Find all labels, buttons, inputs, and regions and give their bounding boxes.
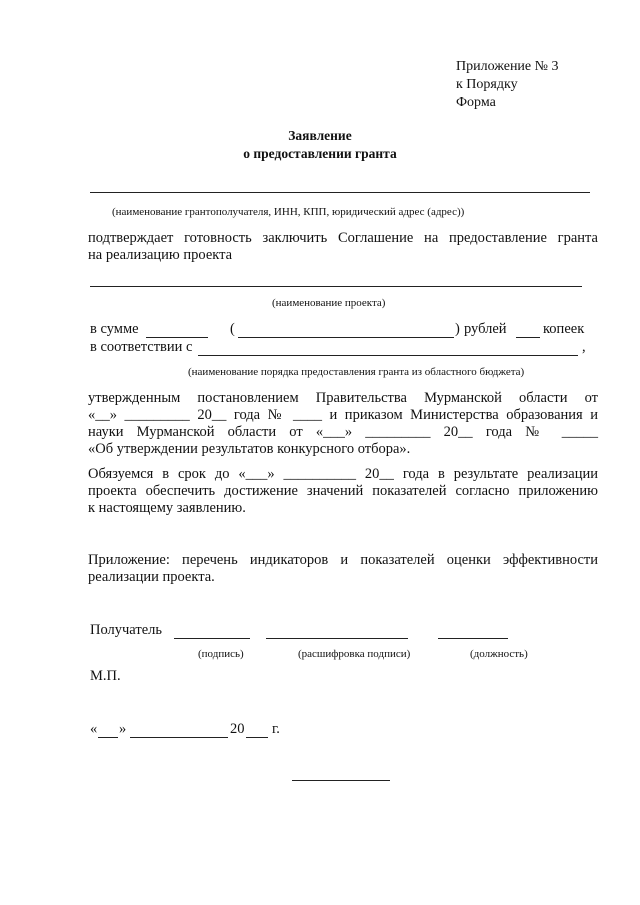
to-order: к Порядку (456, 77, 518, 92)
approved-line-2: «__» _________ 20__ года № ____ и приказом Министерства образования и (88, 407, 598, 423)
oblige-line-3: к настоящему заявлению. (88, 500, 246, 516)
approved-line-3: науки Мурманской области от «___» _________ 20__ года № _____ (88, 424, 598, 440)
recipient-name-line[interactable] (90, 192, 590, 193)
procedure-name-caption: (наименование порядка предоставления гранта из областного бюджета) (188, 366, 525, 378)
seal-label: М.П. (90, 668, 121, 684)
obligation-paragraph (88, 466, 598, 517)
recipient-name-caption: (наименование грантополучателя, ИНН, КПП, юридический адрес (адрес)) (112, 206, 465, 218)
signature-caption: (подпись) (198, 648, 244, 660)
date-day-line[interactable] (98, 737, 118, 738)
signature-decoding-line[interactable] (266, 638, 408, 639)
date-month-line[interactable] (130, 737, 228, 738)
kopecks-line[interactable] (516, 337, 540, 338)
oblige-line-1: Обязуемся в срок до «___» __________ 20__ года в результате реализации (88, 466, 598, 482)
approved-paragraph (88, 390, 598, 458)
date-open-quote: « (90, 721, 98, 737)
form-label: Форма (456, 95, 496, 110)
confirm-line-1: подтверждает готовность заключить Соглашение на предоставление гранта (88, 230, 598, 246)
document-subtitle: о предоставлении гранта (243, 146, 397, 161)
recipient-label: Получатель (90, 622, 162, 638)
project-name-caption: (наименование проекта) (272, 297, 386, 309)
position-caption: (должность) (470, 648, 528, 660)
rubles-label: рублей (464, 321, 507, 337)
approved-line-1: утвержденным постановлением Правительства Мурманской области от (88, 390, 598, 406)
oblige-line-2: проекта обеспечить достижение значений показателей согласно приложению (88, 483, 598, 499)
position-line[interactable] (438, 638, 508, 639)
procedure-name-line[interactable] (198, 355, 578, 356)
sum-label: в сумме (90, 321, 139, 337)
sum-words-line[interactable] (238, 337, 454, 338)
document-title: Заявление (288, 128, 352, 143)
confirm-line-2: на реализацию проекта (88, 247, 233, 263)
appendix-line-2: реализации проекта. (88, 569, 215, 585)
approved-line-4: «Об утверждении результатов конкурсного отбора». (88, 441, 411, 457)
date-close-quote: » (119, 721, 127, 737)
bottom-separator (292, 780, 390, 781)
signature-line[interactable] (174, 638, 250, 639)
appendix-line-1: Приложение: перечень индикаторов и показателей оценки эффективности (88, 552, 598, 568)
kopecks-label: копеек (543, 321, 585, 337)
date-year-line[interactable] (246, 737, 268, 738)
date-g: г. (272, 721, 280, 737)
sum-digits-line[interactable] (146, 337, 208, 338)
signature-decoding-caption: (расшифровка подписи) (298, 648, 411, 660)
accordance-label: в соответствии с (90, 339, 193, 355)
document-page: Приложение № 3 к Порядку Форма Заявление о предоставлении гранта (наименование грантополучателя, ИНН, КПП, юридический адрес (адрес)) подтверждает готовность заключить Соглашение на предоставление гранта на реализацию проекта (наименование проекта) в сумме ( ) рублей копеек в соответствии с , (наименование порядка предоставления гранта из областного бюджета) утвержденным постановлением Правительства Мурманской области от «__» _________ 20__ года № ____ и приказом Министерства образования и науки Мурманской области от «___» _________ 20__ года № _____ «Об утверждении результатов конкурсного отбора». Обязуемся в срок до «___» __________ 20__ года в результате реализации проекта обеспечить достижение значений показателей согласно приложению к настоящему заявлению. Приложение: перечень индикаторов и показателей оценки эффективности реализации проекта. Получатель (подпись) (расшифровка подписи) (должность) М.П. « » 20 г. (0, 0, 640, 905)
project-name-line[interactable] (90, 286, 582, 287)
appendix-number: Приложение № 3 (456, 59, 559, 74)
confirm-paragraph (88, 230, 598, 264)
date-year-prefix: 20 (230, 721, 245, 737)
appendix-paragraph (88, 552, 598, 586)
